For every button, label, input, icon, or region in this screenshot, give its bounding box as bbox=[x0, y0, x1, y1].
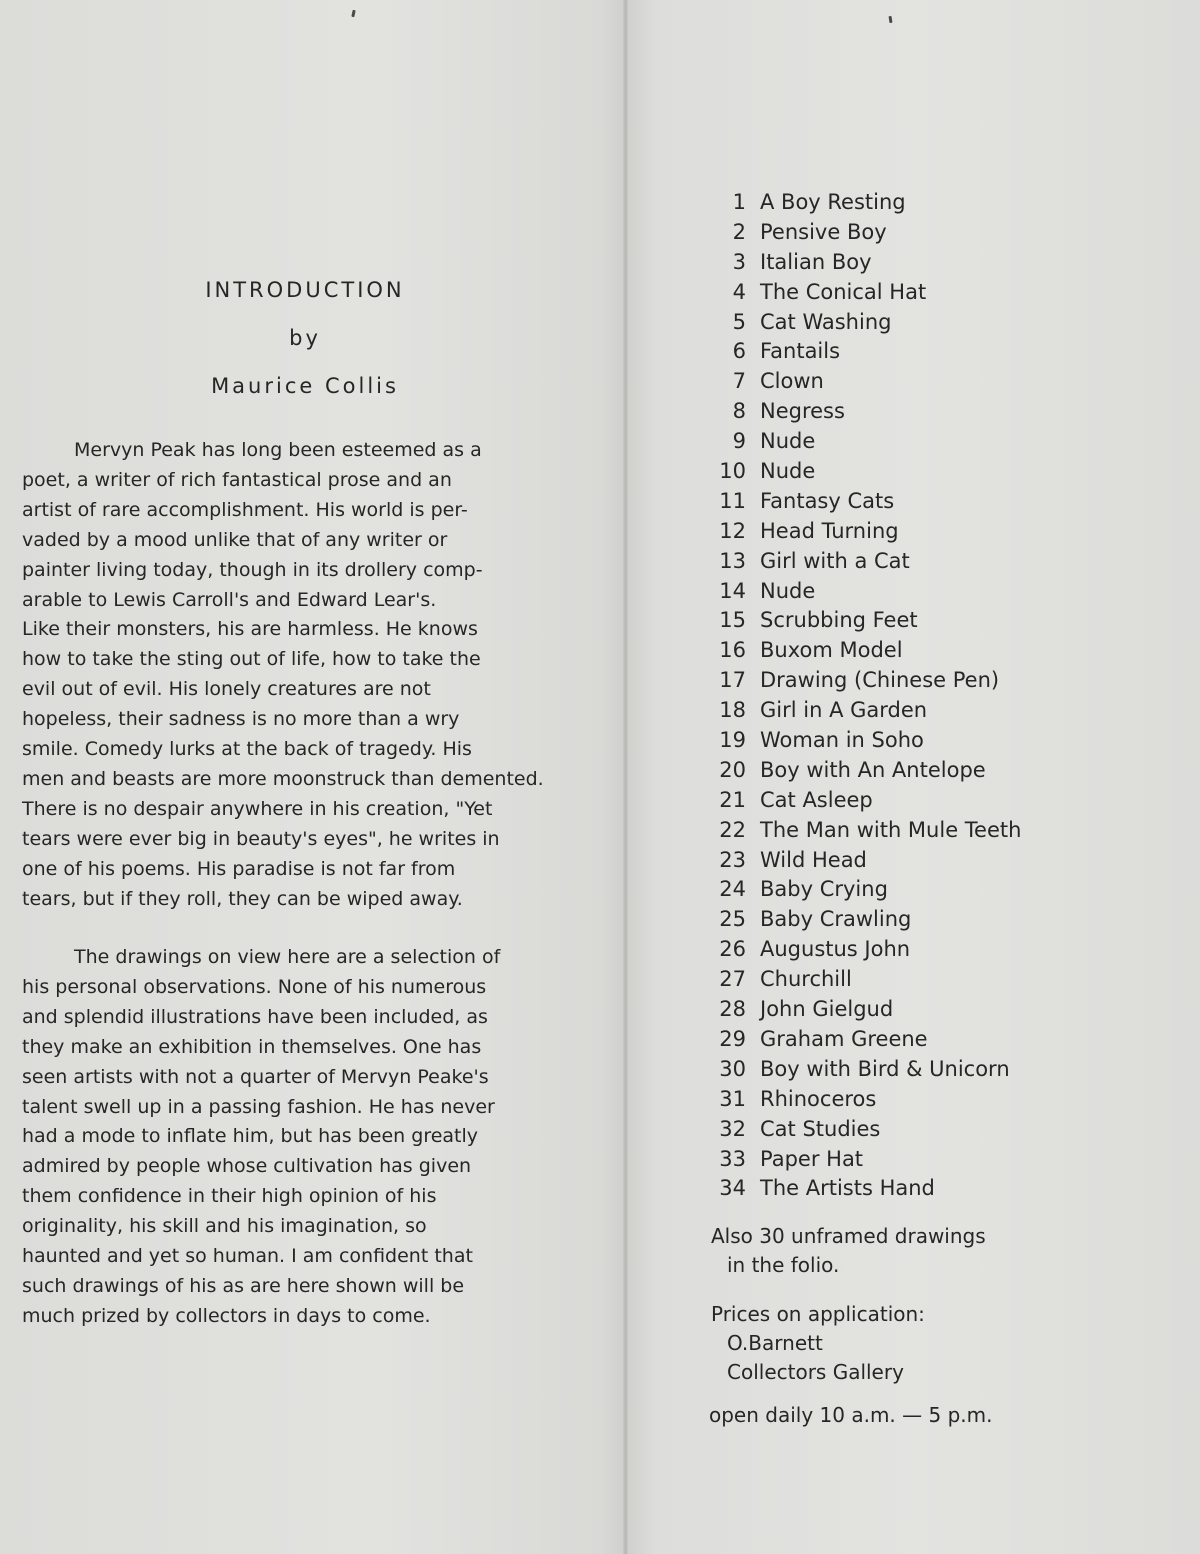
text-line: men and beasts are more moonstruck than demented. bbox=[22, 767, 544, 790]
unframed-line: Also 30 unframed drawings bbox=[711, 1224, 986, 1248]
catalogue-number: 16 bbox=[719, 638, 746, 663]
catalogue-title: Buxom Model bbox=[760, 638, 903, 663]
catalogue-title: Nude bbox=[760, 429, 816, 454]
catalogue-item bbox=[700, 1085, 1021, 1115]
text-line: There is no despair anywhere in his creation, "Yet bbox=[22, 797, 493, 820]
text-line: hopeless, their sadness is no more than a wry bbox=[22, 708, 460, 731]
catalogue-number: 5 bbox=[732, 309, 746, 334]
catalogue-item bbox=[700, 905, 1021, 935]
catalogue-item bbox=[700, 636, 1021, 666]
catalogue-number: 24 bbox=[719, 877, 746, 902]
text-line: and splendid illustrations have been included, as bbox=[22, 1005, 488, 1028]
catalogue-item bbox=[700, 846, 1021, 876]
catalogue-number: 11 bbox=[719, 488, 746, 513]
text-line: talent swell up in a passing fashion. He has never bbox=[22, 1095, 495, 1118]
text-line: Mervyn Peak has long been esteemed as a bbox=[74, 439, 482, 461]
catalogue-title: Boy with Bird & Unicorn bbox=[760, 1056, 1010, 1081]
catalogue-number: 3 bbox=[732, 249, 746, 274]
catalogue-item bbox=[700, 248, 1021, 278]
catalogue-title: Churchill bbox=[760, 967, 852, 992]
catalogue-number: 19 bbox=[719, 728, 746, 753]
catalogue-number: 31 bbox=[719, 1086, 746, 1111]
dealer-name: O.Barnett bbox=[727, 1331, 823, 1355]
catalogue-number: 14 bbox=[719, 578, 746, 603]
catalogue-number: 15 bbox=[719, 608, 746, 633]
introduction-paragraph-1 bbox=[22, 436, 622, 915]
catalogue-title: Nude bbox=[760, 459, 816, 484]
catalogue-number: 25 bbox=[719, 907, 746, 932]
catalogue-title: Drawing (Chinese Pen) bbox=[760, 668, 1000, 693]
catalogue-number: 32 bbox=[719, 1116, 746, 1141]
catalogue-item bbox=[700, 965, 1021, 995]
catalogue-title: Augustus John bbox=[760, 937, 911, 962]
catalogue-title: Cat Studies bbox=[760, 1116, 881, 1141]
catalogue-title: Cat Asleep bbox=[760, 787, 873, 812]
catalogue-item bbox=[700, 875, 1021, 905]
prices-note bbox=[711, 1300, 925, 1387]
catalogue-item bbox=[700, 995, 1021, 1025]
catalogue-number: 26 bbox=[719, 937, 746, 962]
catalogue-title: Head Turning bbox=[760, 518, 899, 543]
staple-mark bbox=[351, 10, 355, 17]
catalogue-title: Pensive Boy bbox=[760, 219, 887, 244]
catalogue-item bbox=[700, 1115, 1021, 1145]
catalogue-number: 33 bbox=[719, 1146, 746, 1171]
catalogue-item bbox=[700, 218, 1021, 248]
text-line: The drawings on view here are a selection of bbox=[74, 946, 501, 968]
catalogue-title: Fantails bbox=[760, 339, 841, 364]
catalogue-number: 18 bbox=[719, 698, 746, 723]
text-line: had a mode to inflate him, but has been greatly bbox=[22, 1125, 479, 1148]
catalogue-title: Baby Crawling bbox=[760, 907, 912, 932]
catalogue-item bbox=[700, 517, 1021, 547]
text-line: how to take the sting out of life, how to take the bbox=[22, 648, 481, 671]
catalogue-number: 6 bbox=[732, 339, 746, 364]
catalogue-number: 29 bbox=[719, 1026, 746, 1051]
catalogue-item bbox=[700, 1145, 1021, 1175]
text-line: them confidence in their high opinion of his bbox=[22, 1185, 437, 1208]
catalogue-number: 7 bbox=[732, 369, 746, 394]
catalogue-number: 30 bbox=[719, 1056, 746, 1081]
catalogue-title: Wild Head bbox=[760, 847, 867, 872]
catalogue-title: The Artists Hand bbox=[760, 1176, 935, 1201]
text-line: Like their monsters, his are harmless. He knows bbox=[22, 618, 478, 641]
catalogue-item bbox=[700, 188, 1021, 218]
catalogue-item bbox=[700, 547, 1021, 577]
catalogue-title: Baby Crying bbox=[760, 877, 888, 902]
catalogue-title: Girl with a Cat bbox=[760, 548, 910, 573]
catalogue-item bbox=[700, 726, 1021, 756]
introduction-title: INTRODUCTION bbox=[205, 278, 405, 302]
text-line: originality, his skill and his imagination, so bbox=[22, 1215, 427, 1238]
catalogue-title: Graham Greene bbox=[760, 1026, 928, 1051]
text-line: tears, but if they roll, they can be wiped away. bbox=[22, 887, 463, 910]
text-line: seen artists with not a quarter of Mervyn Peake's bbox=[22, 1065, 489, 1088]
catalogue-item bbox=[700, 1055, 1021, 1085]
catalogue-item bbox=[700, 606, 1021, 636]
catalogue-title: Rhinoceros bbox=[760, 1086, 877, 1111]
catalogue-title: Italian Boy bbox=[760, 249, 872, 274]
catalogue-title: The Conical Hat bbox=[760, 279, 927, 304]
catalogue-title: Clown bbox=[760, 369, 824, 394]
opening-hours: open daily 10 a.m. — 5 p.m. bbox=[709, 1403, 993, 1427]
catalogue-number: 34 bbox=[719, 1176, 746, 1201]
catalogue-number: 22 bbox=[719, 817, 746, 842]
catalogue-title: Negress bbox=[760, 399, 845, 424]
catalogue-item bbox=[700, 577, 1021, 607]
prices-line: Prices on application: bbox=[711, 1302, 925, 1326]
catalogue-item bbox=[700, 487, 1021, 517]
catalogue-item bbox=[700, 1025, 1021, 1055]
catalogue-title: Woman in Soho bbox=[760, 728, 924, 753]
catalogue-item bbox=[700, 666, 1021, 696]
catalogue-number: 13 bbox=[719, 548, 746, 573]
catalogue-title: Paper Hat bbox=[760, 1146, 864, 1171]
catalogue-item bbox=[700, 308, 1021, 338]
catalogue-item bbox=[700, 816, 1021, 846]
catalogue-title: The Man with Mule Teeth bbox=[760, 817, 1022, 842]
text-line: they make an exhibition in themselves. One has bbox=[22, 1035, 482, 1058]
unframed-line: in the folio. bbox=[727, 1253, 840, 1277]
catalogue-number: 8 bbox=[732, 399, 746, 424]
text-line: his personal observations. None of his numerous bbox=[22, 975, 487, 998]
text-line: vaded by a mood unlike that of any writer or bbox=[22, 528, 448, 551]
catalogue-item bbox=[700, 457, 1021, 487]
catalogue-item bbox=[700, 786, 1021, 816]
catalogue-item bbox=[700, 427, 1021, 457]
catalogue-number: 2 bbox=[732, 219, 746, 244]
catalogue-number: 23 bbox=[719, 847, 746, 872]
text-line: tears were ever big in beauty's eyes", he writes in bbox=[22, 827, 500, 850]
catalogue-number: 9 bbox=[732, 429, 746, 454]
text-line: poet, a writer of rich fantastical prose and an bbox=[22, 468, 452, 491]
text-line: artist of rare accomplishment. His world is per- bbox=[22, 498, 468, 521]
text-line: one of his poems. His paradise is not far from bbox=[22, 857, 456, 880]
text-line: haunted and yet so human. I am confident that bbox=[22, 1245, 473, 1268]
text-line: smile. Comedy lurks at the back of tragedy. His bbox=[22, 738, 472, 761]
introduction-paragraph-2 bbox=[22, 943, 622, 1332]
catalogue-title: Girl in A Garden bbox=[760, 698, 928, 723]
catalogue-number: 21 bbox=[719, 787, 746, 812]
catalogue-number: 12 bbox=[719, 518, 746, 543]
gallery-name: Collectors Gallery bbox=[727, 1360, 904, 1384]
catalogue-item bbox=[700, 696, 1021, 726]
text-line: evil out of evil. His lonely creatures are not bbox=[22, 678, 431, 701]
catalogue-title: Fantasy Cats bbox=[760, 488, 895, 513]
catalogue-item bbox=[700, 935, 1021, 965]
catalogue-number: 10 bbox=[719, 459, 746, 484]
text-line: such drawings of his as are here shown will be bbox=[22, 1274, 465, 1297]
catalogue-list bbox=[700, 188, 1021, 1204]
catalogue-number: 17 bbox=[719, 668, 746, 693]
catalogue-item bbox=[700, 756, 1021, 786]
catalogue-number: 27 bbox=[719, 967, 746, 992]
text-line: arable to Lewis Carroll's and Edward Lear's. bbox=[22, 588, 437, 611]
catalogue-title: Boy with An Antelope bbox=[760, 757, 986, 782]
catalogue-title: A Boy Resting bbox=[760, 190, 906, 214]
catalogue-item bbox=[700, 337, 1021, 367]
catalogue-title: John Gielgud bbox=[760, 997, 894, 1022]
catalogue-number: 1 bbox=[732, 190, 746, 214]
byline-by: by bbox=[289, 326, 321, 350]
catalogue-title: Cat Washing bbox=[760, 309, 892, 334]
catalogue-item bbox=[700, 278, 1021, 308]
text-line: much prized by collectors in days to come. bbox=[22, 1304, 431, 1327]
catalogue-number: 28 bbox=[719, 997, 746, 1022]
catalogue-title: Scrubbing Feet bbox=[760, 608, 918, 633]
catalogue-item bbox=[700, 1174, 1021, 1204]
text-line: admired by people whose cultivation has given bbox=[22, 1155, 472, 1178]
author-name: Maurice Collis bbox=[211, 374, 399, 398]
center-fold bbox=[623, 0, 628, 1554]
catalogue-title: Nude bbox=[760, 578, 816, 603]
catalogue-number: 20 bbox=[719, 757, 746, 782]
unframed-note bbox=[711, 1222, 986, 1280]
catalogue-item bbox=[700, 397, 1021, 427]
catalogue-number: 4 bbox=[732, 279, 746, 304]
text-line: painter living today, though in its drollery comp- bbox=[22, 558, 483, 581]
catalogue-item bbox=[700, 367, 1021, 397]
